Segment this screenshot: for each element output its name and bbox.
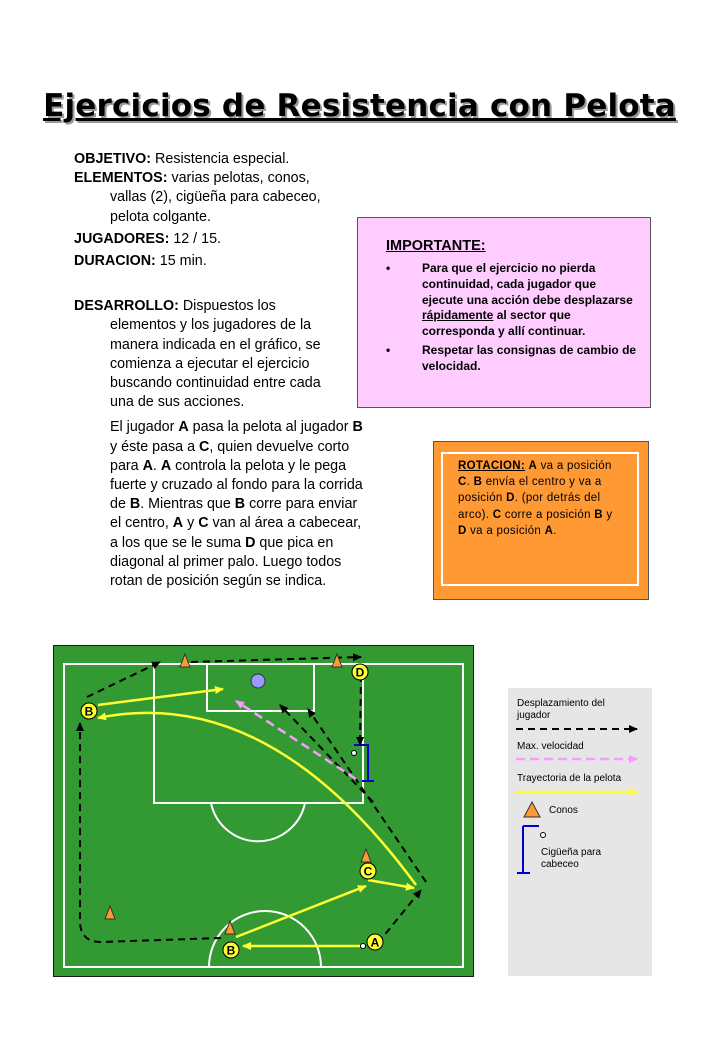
diagram-legend bbox=[508, 688, 652, 976]
duracion-line bbox=[74, 252, 364, 271]
rotacion-text: ROTACION: A va a posición C. B envía el centro y va a posición D. (por detrás del arco). C corre a posición B y D va a posición A. bbox=[458, 460, 613, 537]
legend-ball-marker-icon bbox=[541, 833, 546, 838]
player-d-label: D bbox=[355, 665, 365, 680]
soccer-field-diagram bbox=[53, 645, 474, 977]
legend-ciguena: Cigüeña para cabeceo bbox=[541, 847, 602, 870]
player-b-bottom-label: B bbox=[226, 943, 236, 958]
desarrollo-line: Dispuestos los bbox=[182, 298, 276, 315]
importante-list bbox=[358, 261, 638, 378]
objetivo-line bbox=[74, 150, 364, 169]
legend-symbols bbox=[508, 688, 652, 976]
objetivo-label: OBJETIVO: bbox=[74, 151, 152, 167]
legend-conos: Conos bbox=[549, 805, 578, 816]
importante-item: • Respetar las consignas de cambio de velocidad. bbox=[386, 342, 637, 373]
importante-box bbox=[357, 217, 651, 408]
rotacion-box bbox=[433, 441, 649, 600]
elementos-block bbox=[74, 169, 364, 227]
jugadores-line bbox=[74, 230, 364, 249]
desarrollo-line: manera indicada en el gráfico, se bbox=[110, 336, 321, 353]
jugadores-text: 12 / 15. bbox=[173, 230, 222, 247]
importante-title: IMPORTANTE: bbox=[386, 238, 486, 254]
elementos-line1: varias pelotas, conos, bbox=[171, 170, 310, 187]
legend-max-velocidad: Max. velocidad bbox=[517, 741, 584, 752]
importante-item: • Para que el ejercicio no pierda continuidad, cada jugador que ejecute una acción debe desplazarse rápidamente al sector que corresponda y allí continuar. bbox=[386, 261, 633, 339]
desarrollo-label: DESARROLLO: bbox=[74, 298, 179, 315]
desarrollo-line: buscando continuidad entre cada bbox=[110, 375, 321, 392]
elementos-line2: vallas (2), cigüeña para cabeceo, bbox=[110, 189, 321, 206]
desarrollo-line: una de sus acciones. bbox=[110, 394, 245, 411]
desarrollo-line: elementos y los jugadores de la bbox=[110, 317, 312, 334]
legend-headball-stand-icon bbox=[517, 826, 539, 873]
legend-trayectoria: Trayectoria de la pelota bbox=[517, 773, 622, 784]
objetivo-text: Resistencia especial. bbox=[155, 151, 290, 167]
player-b-top-label: B bbox=[84, 704, 94, 719]
elementos-line3: pelota colgante. bbox=[110, 208, 211, 225]
desarrollo-block bbox=[74, 297, 364, 412]
bullet: • bbox=[386, 261, 391, 275]
duracion-text: 15 min. bbox=[159, 253, 207, 270]
bullet: • bbox=[386, 342, 391, 357]
ball-marker-icon bbox=[361, 944, 366, 949]
desarrollo-line: comienza a ejecutar el ejercicio bbox=[110, 355, 310, 372]
description-column bbox=[74, 150, 364, 591]
legend-desplazamiento: Desplazamiento del jugador bbox=[517, 698, 605, 721]
player-c-label: C bbox=[363, 864, 373, 879]
page-title: Ejercicios de Resistencia con Pelota bbox=[43, 88, 676, 124]
legend-cone-icon bbox=[524, 802, 540, 817]
jugadores-label: JUGADORES: bbox=[74, 230, 170, 247]
elementos-label: ELEMENTOS: bbox=[74, 170, 168, 187]
player-a-label: A bbox=[370, 935, 380, 950]
rotacion-label: ROTACION: bbox=[458, 460, 526, 472]
desarrollo-paragraph-2: El jugador A pasa la pelota al jugador B y éste pasa a C, quien devuelve corto para A. A controla la pelota y le pega fuerte y cruzado al fondo para la corrida de B. Mientras que B corre para enviar el centro, A y C van al área a cabecear, a los que se le suma D que pica en diagonal al primer palo. Luego todos rotan de posición según se indica. bbox=[110, 419, 363, 590]
duracion-label: DURACION: bbox=[74, 253, 156, 270]
hanging-ball-icon bbox=[251, 674, 265, 688]
